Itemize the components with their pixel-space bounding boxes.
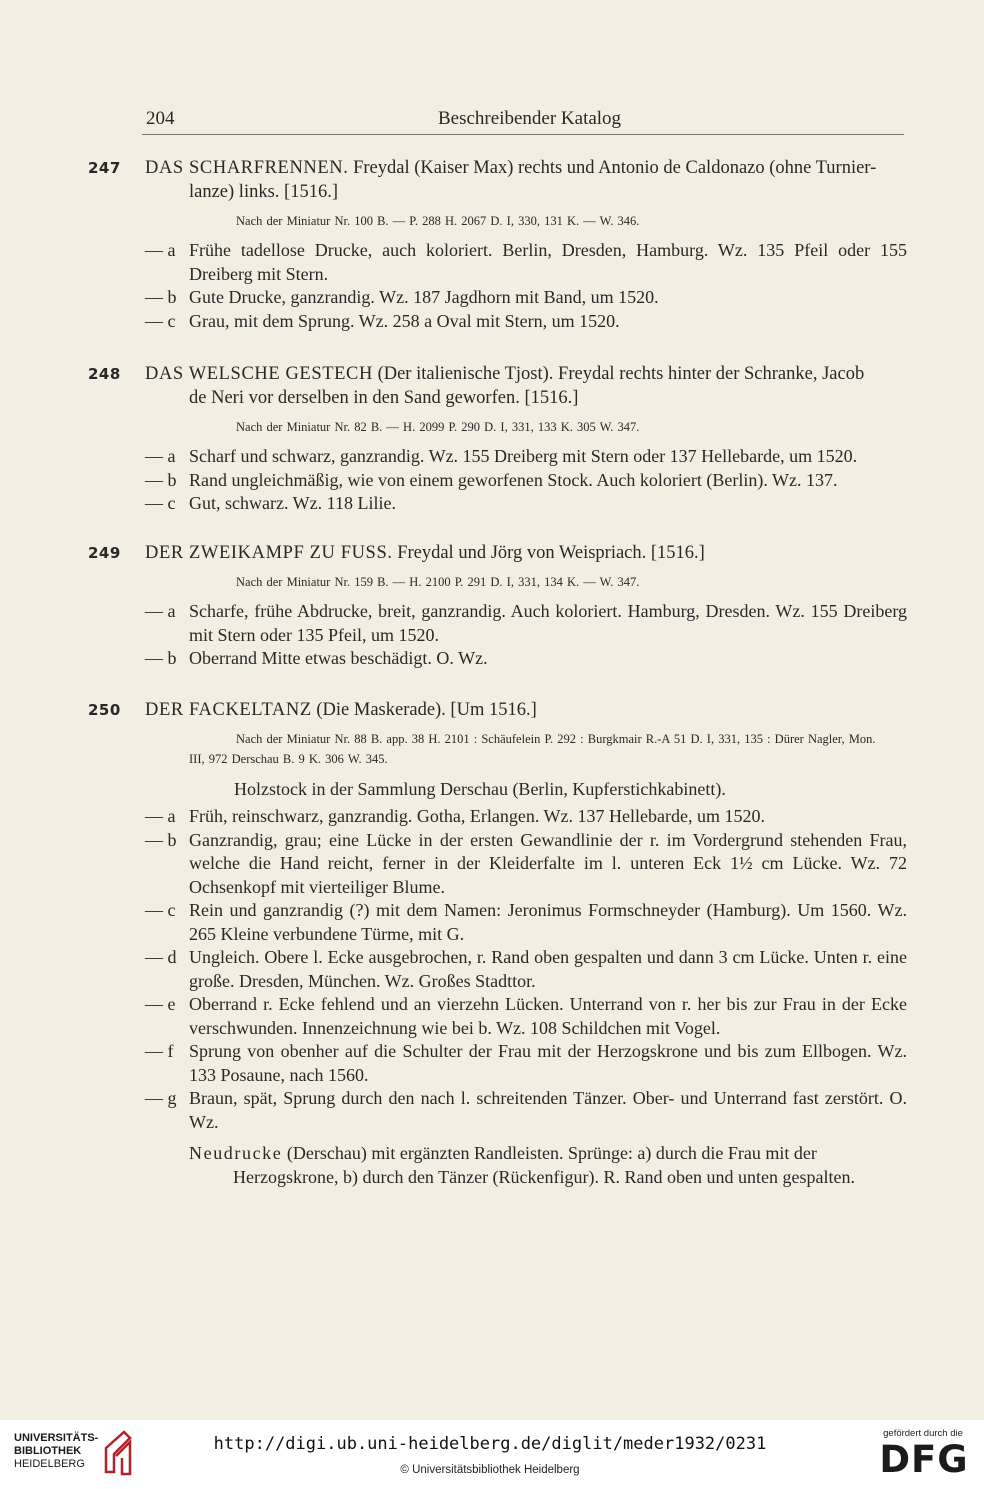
digitization-footer (0, 1420, 984, 1489)
state-item: — f Sprung von obenher auf die Schulter der Frau mit der Herzogskrone und bis zum Ellbogen. Wz. 133 Posaune, nach 1560. (145, 1041, 907, 1085)
entry-references: Nach der Miniatur Nr. 88 B. app. 38 H. 2101 : Schäufelein P. 292 : Burgkmair R.-A 51 D. I, 331, 135 : Dürer Nagler, Mon. III, 972 Derschau B. 9 K. 306 W. 345. (189, 732, 876, 766)
permalink-url[interactable]: http://digi.ub.uni-heidelberg.de/diglit/meder1932/0231 (213, 1434, 767, 1454)
page-header (142, 106, 904, 135)
entry-number: 247 (88, 159, 121, 177)
entry-number: 250 (88, 701, 121, 719)
entry-description: (Der italienische Tjost). Freydal rechts hinter der Schranke, Jacob (377, 364, 865, 384)
catalog-entry-249 (88, 541, 908, 671)
entry-heading (88, 541, 908, 565)
funding-caption: gefördert durch die (883, 1428, 963, 1439)
running-title: Beschreibender Katalog (438, 108, 622, 129)
state-item: — c Rein und ganzrandig (?) mit dem Namen: Jeronimus Formschneyder (Hamburg). Um 1560. Wz. 265 Kleine verbundene Türme, mit G. (145, 900, 907, 944)
catalog-entry-250 (88, 698, 908, 1189)
state-item: — e Oberrand r. Ecke fehlend und an vierzehn Lücken. Unterrand von r. her bis zur Frau in der Ecke verschwunden. Innenzeichnung wie bei b. Wz. 108 Schildchen mit Vogel. (145, 994, 907, 1038)
dfg-logo: DFG (879, 1438, 969, 1481)
state-item: — b Ganzrandig, grau; eine Lücke in der ersten Gewandlinie der r. im Vordergrund stehenden Frau, welche die Hand reicht, ferner in der Kleiderfalte im l. unteren Eck 1½ cm Lücke. Wz. 72 Ochsenkopf mit vierteiliger Blume. (145, 829, 907, 897)
neudrucke-text: (Derschau) mit ergänzten Randleisten. Sprünge: a) durch die Frau mit der (286, 1143, 817, 1163)
entry-heading (88, 698, 908, 722)
catalog-entry-247 (88, 156, 908, 333)
entry-description-cont: lanze) links. [1516.] (189, 182, 338, 202)
entry-description: (Die Maskerade). [Um 1516.] (316, 700, 537, 720)
entry-title: DAS SCHARFRENNEN. (145, 158, 349, 178)
state-item: — b Rand ungleichmäßig, wie von einem geworfenen Stock. Auch koloriert (Berlin). Wz. 137. (145, 469, 838, 490)
state-item: — b Oberrand Mitte etwas beschädigt. O. Wz. (145, 648, 488, 668)
entry-title: DAS WELSCHE GESTECH (145, 364, 373, 384)
entry-references: Nach der Miniatur Nr. 159 B. — H. 2100 P. 291 D. I, 331, 134 K. — W. 347. (236, 575, 640, 589)
copyright-notice: © Universitätsbibliothek Heidelberg (400, 1464, 580, 1476)
entry-title: DER ZWEIKAMPF ZU FUSS. (145, 543, 393, 563)
entry-description: Freydal und Jörg von Weispriach. [1516.] (397, 543, 705, 563)
state-item: — d Ungleich. Obere l. Ecke ausgebrochen, r. Rand oben gespalten und dann 3 cm Lücke. Unten r. eine große. Dresden, München. Wz. Großes Stadttor. (145, 947, 907, 991)
library-name: UNIVERSITÄTS- BIBLIOTHEK HEIDELBERG (14, 1432, 99, 1470)
neudrucke-label: Neudrucke (189, 1143, 283, 1163)
entry-note: Holzstock in der Sammlung Derschau (Berlin, Kupferstichkabinett). (234, 779, 726, 799)
page-number: 204 (146, 108, 175, 129)
state-item: — b Gute Drucke, ganzrandig. Wz. 187 Jagdhorn mit Band, um 1520. (145, 287, 659, 307)
entry-description: Freydal (Kaiser Max) rechts und Antonio de Caldonazo (ohne Turnier- (353, 158, 877, 178)
catalog-entry-248 (88, 362, 908, 516)
entry-references: Nach der Miniatur Nr. 100 B. — P. 288 H. 2067 D. I, 330, 131 K. — W. 346. (236, 214, 640, 228)
entry-references: Nach der Miniatur Nr. 82 B. — H. 2099 P. 290 D. I, 331, 133 K. 305 W. 347. (236, 420, 640, 434)
state-item: — c Gut, schwarz. Wz. 118 Lilie. (145, 493, 396, 513)
state-item: — a Scharfe, frühe Abdrucke, breit, ganzrandig. Auch koloriert. Hamburg, Dresden. Wz. 155 Dreiberg mit Stern oder 135 Pfeil, um 1520. (145, 601, 907, 645)
state-item: — a Scharf und schwarz, ganzrandig. Wz. 155 Dreiberg mit Stern oder 137 Hellebarde, um 1520. (145, 446, 858, 466)
entry-heading (88, 362, 908, 410)
entry-number: 248 (88, 365, 121, 383)
library-logo-icon (100, 1428, 136, 1478)
neudrucke-note (189, 1142, 905, 1189)
state-item: — c Grau, mit dem Sprung. Wz. 258 a Oval mit Stern, um 1520. (145, 310, 620, 331)
entry-description-cont: de Neri vor derselben in den Sand geworfen. [1516.] (189, 388, 579, 408)
state-item: — g Braun, spät, Sprung durch den nach l. schreitenden Tänzer. Ober- und Unterrand fast zerstört. O. Wz. (145, 1088, 907, 1132)
entry-heading (88, 156, 908, 204)
state-item: — a Früh, reinschwarz, ganzrandig. Gotha, Erlangen. Wz. 137 Hellebarde, um 1520. (145, 806, 765, 826)
state-item: — a Frühe tadellose Drucke, auch koloriert. Berlin, Dresden, Hamburg. Wz. 135 Pfeil oder 155 Dreiberg mit Stern. (145, 240, 907, 284)
entry-number: 249 (88, 544, 121, 562)
neudrucke-text-cont: Herzogskrone, b) durch den Tänzer (Rückenfigur). R. Rand oben und unten gespalten. (233, 1166, 855, 1187)
entry-title: DER FACKELTANZ (145, 700, 312, 720)
